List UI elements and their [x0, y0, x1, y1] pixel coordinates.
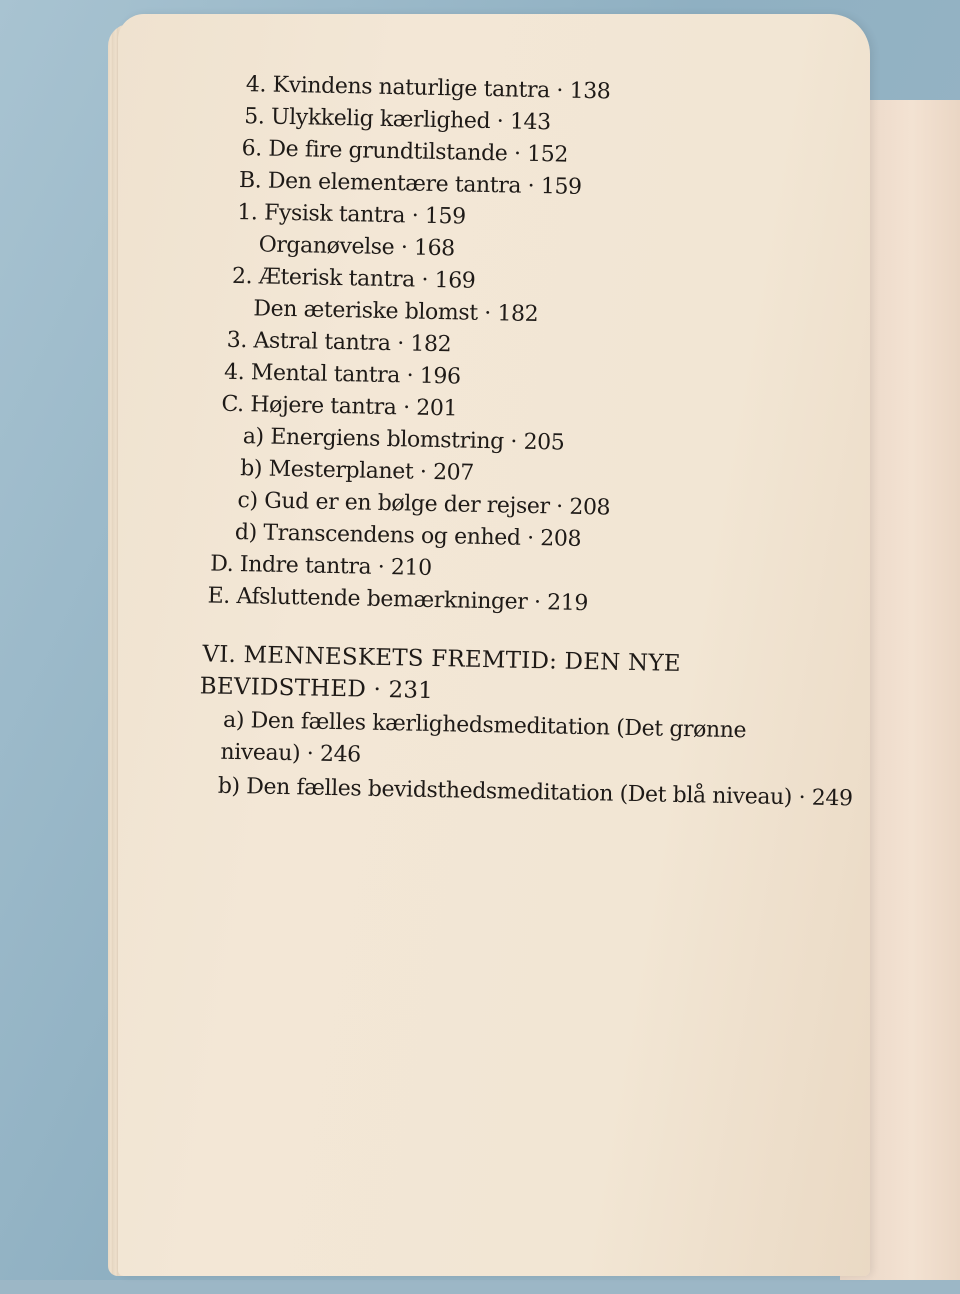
toc-entry: a) Den fælles kærlighedsmeditation (Det grønne — [222, 707, 747, 744]
toc-entry: B. Den elementære tantra · 159 — [238, 168, 582, 200]
toc-entry: 4. Kvindens naturlige tantra · 138 — [245, 72, 611, 105]
toc-entry: Organøvelse · 168 — [258, 232, 456, 262]
toc-entry: C. Højere tantra · 201 — [221, 391, 458, 422]
toc-entry: E. Afsluttende bemærkninger · 219 — [207, 583, 589, 617]
toc-entry: d) Transcendens og enhed · 208 — [234, 519, 582, 552]
toc-entry: 3. Astral tantra · 182 — [226, 327, 452, 358]
toc-entry: 4. Mental tantra · 196 — [223, 359, 461, 390]
toc-entry: Den æteriske blomst · 182 — [253, 296, 539, 328]
toc-entry: 2. Æterisk tantra · 169 — [231, 263, 476, 294]
chapter-heading: BEVIDSTHED · 231 — [199, 673, 434, 704]
toc-entry: b) Mesterplanet · 207 — [239, 456, 475, 486]
toc-entry: D. Indre tantra · 210 — [210, 551, 432, 581]
chapter-heading: VI. MENNESKETS FREMTID: DEN NYE — [202, 641, 681, 677]
toc-entry: b) Den fælles bevidsthedsmeditation (Det blå niveau) · 249 — [217, 773, 853, 812]
toc-entry: 6. De fire grundtilstande · 152 — [241, 136, 569, 168]
toc-entry: niveau) · 246 — [220, 739, 362, 768]
toc-entry: c) Gud er en bølge der rejser · 208 — [237, 488, 611, 521]
toc-entry: a) Energiens blomstring · 205 — [242, 424, 565, 456]
toc-entry: 5. Ulykkelig kærlighed · 143 — [244, 104, 552, 136]
toc-entry: 1. Fysisk tantra · 159 — [237, 199, 466, 230]
